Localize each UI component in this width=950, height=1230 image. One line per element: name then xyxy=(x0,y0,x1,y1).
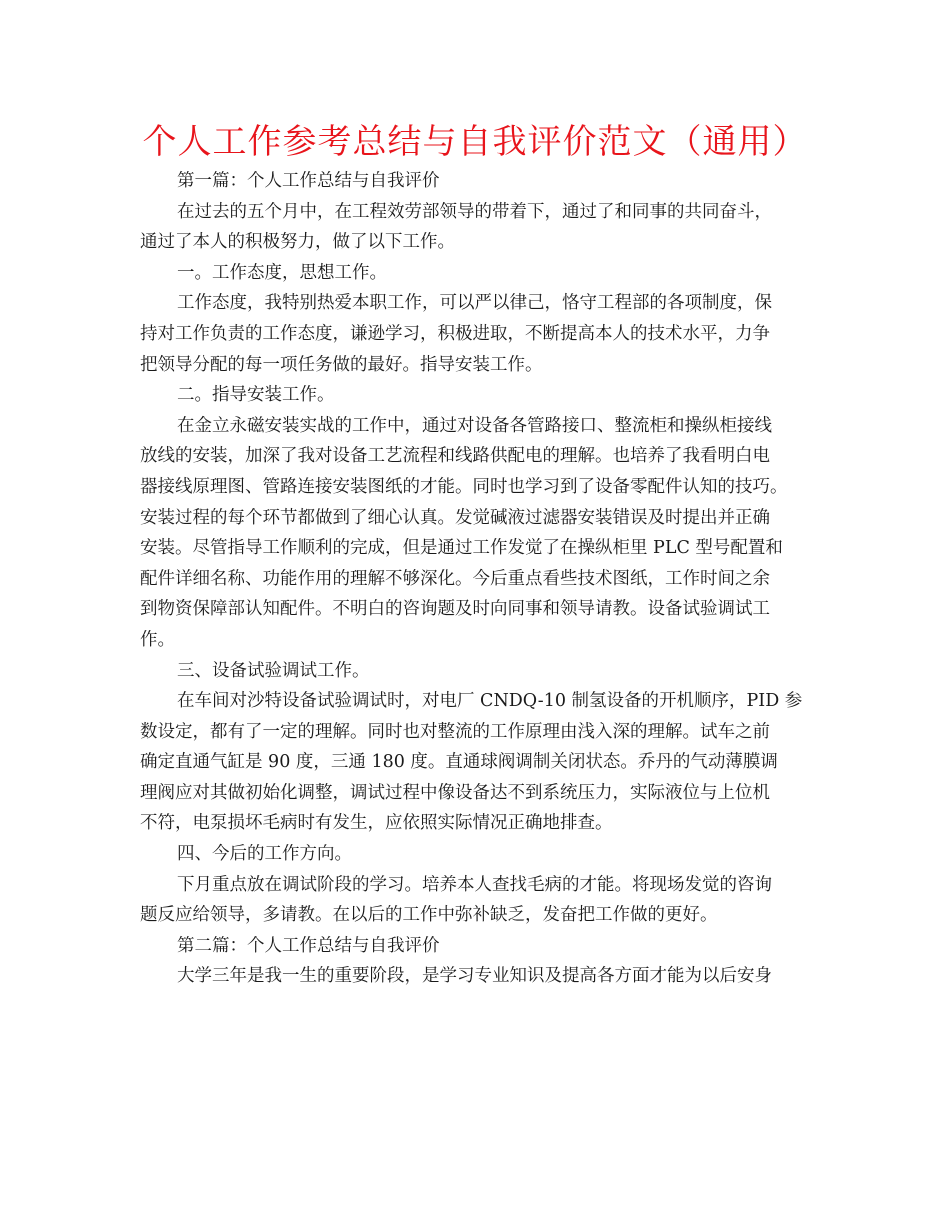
text-line: 理阀应对其做初始化调整，调试过程中像设备达不到系统压力，实际液位与上位机 xyxy=(140,782,770,803)
text-line: 下月重点放在调试阶段的学习。培养本人查找毛病的才能。将现场发觉的咨询 xyxy=(177,874,772,895)
text-line: 配件详细名称、功能作用的理解不够深化。今后重点看些技术图纸，工作时间之余 xyxy=(140,568,770,589)
text-line: 不符，电泵损坏毛病时有发生，应依照实际情况正确地排查。 xyxy=(140,813,613,834)
text-line: 通过了本人的积极努力，做了以下工作。 xyxy=(140,232,455,253)
text-line: 到物资保障部认知配件。不明白的咨询题及时向同事和领导请教。设备试验调试工 xyxy=(140,599,770,620)
document-title: 个人工作参考总结与自我评价范文（通用） xyxy=(142,122,808,162)
text-line: 工作态度，我特别热爱本职工作，可以严以律己，恪守工程部的各项制度，保 xyxy=(177,293,772,314)
text-line: 第二篇：个人工作总结与自我评价 xyxy=(177,935,440,956)
text-line: 把领导分配的每一项任务做的最好。指导安装工作。 xyxy=(140,354,543,375)
text-line: 二。指导安装工作。 xyxy=(177,385,335,406)
text-line: 第一篇：个人工作总结与自我评价 xyxy=(177,171,440,191)
text-line: 确定直通气缸是 90 度，三通 180 度。直通球阀调制关闭状态。乔丹的气动薄膜调 xyxy=(140,752,778,773)
document-body xyxy=(140,166,820,992)
text-line: 数设定，都有了一定的理解。同时也对整流的工作原理由浅入深的理解。试车之前 xyxy=(140,721,770,742)
text-line: 安装过程的每个环节都做到了细心认真。发觉碱液过滤器安装错误及时提出并正确 xyxy=(140,507,770,528)
text-line: 在车间对沙特设备试验调试时，对电厂 CNDQ-10 制氢设备的开机顺序，PID 参 xyxy=(177,691,803,712)
text-line: 安装。尽管指导工作顺利的完成，但是通过工作发觉了在操纵柜里 PLC 型号配置和 xyxy=(140,538,783,559)
text-line: 作。 xyxy=(140,629,175,650)
text-line: 大学三年是我一生的重要阶段，是学习专业知识及提高各方面才能为以后安身 xyxy=(177,966,772,987)
text-line: 四、今后的工作方向。 xyxy=(177,844,352,865)
text-line: 一。工作态度，思想工作。 xyxy=(177,262,387,283)
text-line: 器接线原理图、管路连接安装图纸的才能。同时也学习到了设备零配件认知的技巧。 xyxy=(140,476,788,497)
text-line: 持对工作负责的工作态度，谦逊学习，积极进取，不断提高本人的技术水平，力争 xyxy=(140,323,770,344)
text-line: 在过去的五个月中，在工程效劳部领导的带着下，通过了和同事的共同奋斗， xyxy=(177,201,772,222)
text-line: 在金立永磁安装实战的工作中，通过对设备各管路接口、整流柜和操纵柜接线 xyxy=(177,415,772,436)
text-line: 三、设备试验调试工作。 xyxy=(177,660,370,681)
text-line: 题反应给领导，多请教。在以后的工作中弥补缺乏，发奋把工作做的更好。 xyxy=(140,905,718,926)
text-line: 放线的安装，加深了我对设备工艺流程和线路供配电的理解。也培养了我看明白电 xyxy=(140,446,770,467)
